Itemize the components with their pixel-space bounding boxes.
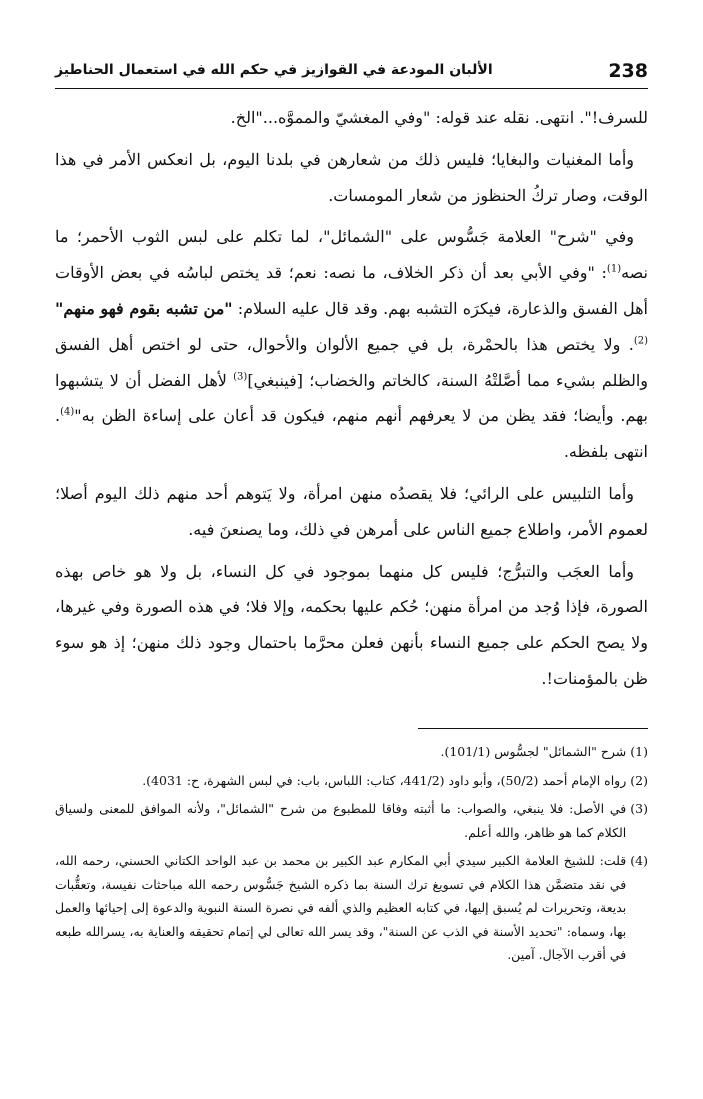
page-header (55, 58, 648, 89)
footnotes (55, 740, 648, 972)
running-title: الألبان المودعة في القوازيز في حكم الله في استعمال الحناطيز (55, 62, 493, 78)
footnote-1 (55, 740, 648, 764)
footnote-ref-3[interactable]: (3) (233, 371, 248, 383)
paragraph-5: وأما العجَب والتبرُّج؛ فليس كل منهما بموجود في كل النساء، بل ولا هو خاص بهذه الصورة، فإذا وُجد من امرأة منهن؛ حُكم عليها بحكمه، وإلا فلا؛ في هذه الصورة وفي غيرها، ولا يصح الحكم على جميع النساء بأنهن فعلن محرَّما باحتمال وجود ذلك منهن؛ إذ هو سوء ظن بالمؤمنات!. (55, 561, 649, 688)
footnote-number: (2) (630, 772, 648, 788)
paragraph-3-part-e: . انتهى بلفظه. (55, 406, 648, 462)
footnote-ref-4[interactable]: (4) (60, 407, 75, 419)
main-text (55, 100, 648, 697)
page-number: 238 (608, 60, 648, 82)
footnote-text: رواه الإمام أحمد (50/2)، وأبو داود (441/2، كتاب: اللباس، باب: في لبس الشهرة، ح: 4031). (142, 772, 627, 788)
footnote-ref-1[interactable]: (1) (606, 263, 622, 275)
paragraph-3 (55, 219, 648, 470)
paragraph-2: وأما المغنيات والبغايا؛ فليس ذلك من شعارهن في بلدنا اليوم، بل انعكس الأمر في هذا الوقت، وصار تركُ الحنظوز من شعار المومسات. (55, 149, 648, 205)
paragraph-3-part-a: وفي "شرح" العلامة جَسُّوس على "الشمائل"، لما تكلم على لبس الثوب الأحمر؛ ما نصه (55, 227, 648, 283)
footnote-number: (4) (630, 853, 648, 868)
footnote-2 (55, 769, 648, 793)
footnote-3 (55, 797, 648, 844)
footnote-number: (3) (630, 801, 648, 816)
paragraph-3-part-c: . ولا يختص هذا بالحمْرة، بل في جميع الألوان والأحوال، حتى لو اختص أهل الفسق والظلم بشيء مما أصَّلتْهُ السنة، كالخاتم والخضاب؛ [فينبغي] (55, 334, 649, 390)
hadith-quote: "من تشبه بقوم فهو منهم" (55, 298, 233, 318)
footnote-text: قلت: للشيخ العلامة الكبير سيدي أبي المكارم عبد الكبير بن محمد بن عبد الواحد الكتاني الحسني، رحمه الله، في نقد متضمَّن هذا الكلام في تسويغ ترك السنة بما ذكره الشيخ جَسُّوس رحمه الله مباحثات نفيسة، وتعقُّبات بديعة، وتحريرات لم يُسبق إليها، في كتابه العظيم والذي ألفه في نصرة السنة النبوية والدعوة إلى إحيائها والعمل بها، وسماه: "تحديد الأسنة في الذب عن السنة"، وقد يسر الله تعالى لي إتمام تحقيقه والعناية به، يسرالله طبعه في أقرب الآجال. آمين. (55, 853, 627, 962)
paragraph-3-part-d: لأهل الفضل أن لا يتشبهوا بهم. وأيضا؛ فقد يظن من لا يعرفهم أنهم منهم، فيكون قد أعان على إساءة الظن به" (55, 370, 648, 426)
footnote-text: في الأصل: فلا ينبغي، والصواب: ما أثبته وفاقا للمطبوع من شرح "الشمائل"، ولأنه الموافق للمعنى ولسياق الكلام كما هو ظاهر، والله أعلم. (55, 801, 627, 840)
paragraph-3-part-b: : "وفي الأبي بعد أن ذكر الخلاف، ما نصه: نعم؛ قد يختص لباسُه في بعض الأوقات أهل الفسق والذعارة، فيكرَه التشبه بهم. وقد قال عليه السلام: (55, 263, 649, 318)
footnote-4 (55, 849, 648, 967)
footnote-divider (418, 728, 648, 729)
footnote-ref-2[interactable]: (2) (633, 335, 648, 347)
paragraph-4: وأما التلبيس على الرائي؛ فلا يقصدُه منهن امرأة، ولا يَتوهم أحد منهم ذلك اليوم أصلا؛ لعموم الأمر، واطلاع جميع الناس على أمرهن في ذلك، وما يصنعنَ فيه. (55, 483, 648, 539)
footnote-text: شرح "الشمائل" لجسُّوس (101/1). (440, 744, 627, 759)
footnote-number: (1) (630, 744, 648, 759)
paragraph-1: للسرف!". انتهى. نقله عند قوله: "وفي المغشيّ والمموَّه..."الخ. (230, 108, 648, 127)
